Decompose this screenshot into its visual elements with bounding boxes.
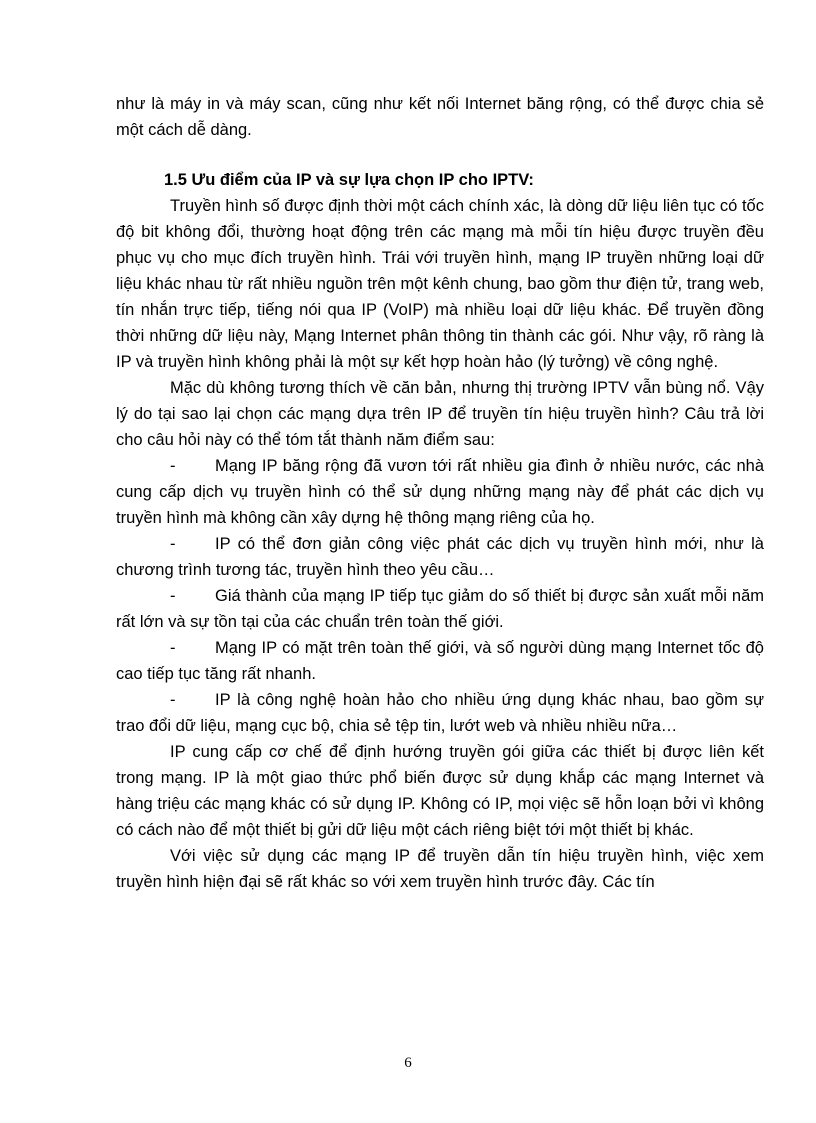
dash-marker: - bbox=[170, 457, 176, 475]
dash-marker: - bbox=[170, 535, 176, 553]
list-item-text: IP là công nghệ hoàn hảo cho nhiều ứng dụng khác nhau, bao gồm sự trao đổi dữ liệu, mạng cục bộ, chia sẻ tệp tin, lướt web và nhiều nhiều nữa… bbox=[116, 691, 764, 735]
intro-continuation: như là máy in và máy scan, cũng như kết nối Internet băng rộng, có thể được chia sẻ một cách dễ dàng. bbox=[116, 95, 764, 139]
list-item-text: Mạng IP băng rộng đã vươn tới rất nhiều gia đình ở nhiều nước, các nhà cung cấp dịch vụ truyền hình có thể sử dụng những mạng này để phát các dịch vụ truyền hình mà không cần xây dựng hệ thông mạng riêng của họ. bbox=[116, 457, 764, 527]
list-item bbox=[116, 687, 764, 739]
list-item-text: IP có thể đơn giản công việc phát các dịch vụ truyền hình mới, như là chương trình tương tác, truyền hình theo yêu cầu… bbox=[116, 535, 764, 579]
list-item-text: Giá thành của mạng IP tiếp tục giảm do số thiết bị được sản xuất mỗi năm rất lớn và sự tồn tại của các chuẩn trên toàn thế giới. bbox=[116, 587, 764, 631]
document-body bbox=[116, 91, 764, 895]
dash-marker: - bbox=[170, 691, 176, 709]
dash-marker: - bbox=[170, 587, 176, 605]
spacer bbox=[116, 143, 764, 167]
paragraph-1: Truyền hình số được định thời một cách chính xác, là dòng dữ liệu liên tục có tốc độ bit không đổi, thường hoạt động trên các mạng mà mỗi tín hiệu được truyền đều phục vụ cho mục đích truyền hình. Trái với truyền hình, mạng IP truyền những loại dữ liệu khác nhau từ rất nhiều nguồn trên một kênh chung, bao gồm thư điện tử, trang web, tín nhắn trực tiếp, tiếng nói qua IP (VoIP) mà nhiều loại dữ liệu khác. Để truyền đồng thời những dữ liệu này, Mạng Internet phân thông tin thành các gói. Như vậy, rõ ràng là IP và truyền hình không phải là một sự kết hợp hoàn hảo (lý tưởng) về công nghệ. bbox=[116, 197, 764, 371]
list-item bbox=[116, 531, 764, 583]
list-item-text: Mạng IP có mặt trên toàn thế giới, và số người dùng mạng Internet tốc độ cao tiếp tục tăng rất nhanh. bbox=[116, 639, 764, 683]
paragraph-4: Với việc sử dụng các mạng IP để truyền dẫn tín hiệu truyền hình, việc xem truyền hình hiện đại sẽ rất khác so với xem truyền hình trước đây. Các tín bbox=[116, 847, 764, 891]
section-heading: 1.5 Ưu điểm của IP và sự lựa chọn IP cho IPTV: bbox=[164, 171, 534, 189]
paragraph-3: IP cung cấp cơ chế để định hướng truyền gói giữa các thiết bị được liên kết trong mạng. IP là một giao thức phổ biến được sử dụng khắp các mạng Internet và hàng triệu các mạng khác có sử dụng IP. Không có IP, mọi việc sẽ hỗn loạn bởi vì không có cách nào để một thiết bị gửi dữ liệu một cách riêng biệt tới một thiết bị khác. bbox=[116, 743, 764, 839]
dash-marker: - bbox=[170, 639, 176, 657]
list-item bbox=[116, 583, 764, 635]
page-number: 6 bbox=[404, 1055, 412, 1071]
list-item bbox=[116, 635, 764, 687]
paragraph-2: Mặc dù không tương thích về căn bản, nhưng thị trường IPTV vẫn bùng nổ. Vậy lý do tại sao lại chọn các mạng dựa trên IP để truyền tín hiệu truyền hình? Câu trả lời cho câu hỏi này có thể tóm tắt thành năm điểm sau: bbox=[116, 379, 764, 449]
list-item bbox=[116, 453, 764, 531]
bullet-list bbox=[116, 453, 764, 739]
